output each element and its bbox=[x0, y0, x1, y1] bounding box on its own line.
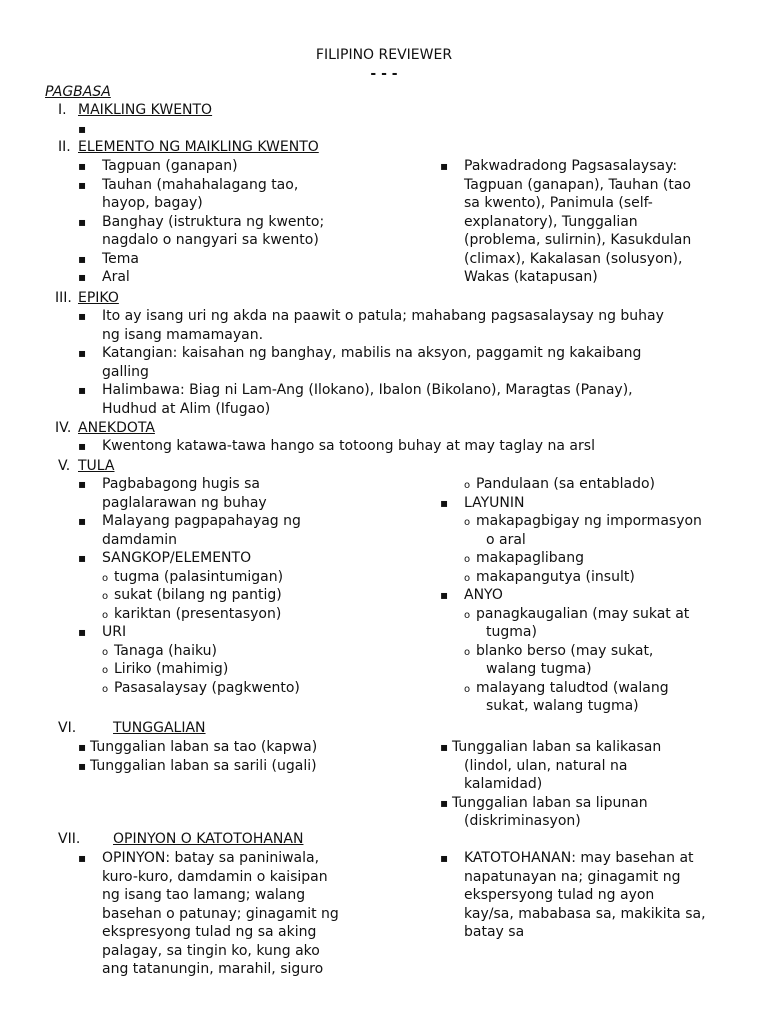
list-item: ▪ Kwentong katawa-tawa hango sa totoong buhay at may taglay na arsl bbox=[78, 437, 595, 456]
empty-bullet: ▪ bbox=[78, 122, 87, 136]
list-item: ▪ Tagpuan (ganapan) bbox=[78, 157, 324, 176]
heading-i bbox=[58, 101, 212, 120]
opinyon-list bbox=[78, 849, 339, 979]
heading-i-number: I. bbox=[58, 102, 67, 118]
sub-item-cont: o aral bbox=[486, 531, 526, 548]
list-item: ▪ Tema bbox=[78, 250, 324, 269]
heading-iv-label: ANEKDOTA bbox=[78, 420, 155, 436]
pakwadrado-list bbox=[440, 157, 691, 287]
sub-item-cont: tugma) bbox=[486, 624, 537, 640]
list-item-cont: kay/sa, mababasa sa, makikita sa, bbox=[464, 905, 706, 922]
list-item: ▪ OPINYON: batay sa paniniwala, bbox=[78, 849, 339, 868]
list-item-cont: sa kwento), Panimula (self- bbox=[464, 195, 653, 211]
sub-item: o tugma (palasintumigan) bbox=[102, 568, 301, 587]
list-item-cont: Tagpuan (ganapan), Tauhan (tao bbox=[464, 176, 692, 193]
sub-item-cont: sukat, walang tugma) bbox=[486, 698, 639, 714]
heading-iv bbox=[55, 419, 155, 438]
heading-v bbox=[58, 457, 115, 476]
list-item-cont: (diskriminasyon) bbox=[464, 813, 581, 829]
epiko-list bbox=[78, 307, 664, 418]
list-item-cont: nagdalo o nangyari sa kwento) bbox=[102, 232, 319, 248]
heading-ii-number: II. bbox=[58, 139, 71, 155]
sub-item: o Liriko (mahimig) bbox=[102, 660, 301, 679]
sub-item: o malayang taludtod (walang bbox=[464, 679, 702, 698]
heading-vii bbox=[58, 830, 303, 849]
heading-iii-number: III. bbox=[55, 290, 72, 306]
sub-item: o makapangutya (insult) bbox=[464, 568, 702, 587]
title-text: FILIPINO REVIEWER bbox=[315, 47, 453, 63]
tunggalian-left-list bbox=[78, 738, 317, 775]
sub-item: o makapaglibang bbox=[464, 549, 702, 568]
list-item-cont: ng isang tao lamang; walang bbox=[102, 887, 306, 903]
list-item-cont: kalamidad) bbox=[464, 776, 543, 792]
list-item: ▪ Ito ay isang uri ng akda na paawit o patula; mahabang pagsasalaysay ng buhay bbox=[78, 307, 664, 326]
tula-left-list bbox=[78, 475, 301, 697]
tula-right-list bbox=[440, 475, 702, 716]
list-item-cont: napatunayan na; ginagamit ng bbox=[464, 868, 681, 885]
heading-i-label: MAIKLING KWENTO bbox=[78, 102, 213, 118]
heading-v-label: TULA bbox=[78, 458, 115, 474]
anekdota-list bbox=[78, 437, 595, 456]
tunggalian-right-list bbox=[440, 738, 661, 831]
heading-vi-label: TUNGGALIAN bbox=[113, 720, 206, 736]
heading-vi bbox=[58, 719, 206, 738]
elemento-list bbox=[78, 157, 324, 287]
list-item-cont: hayop, bagay) bbox=[102, 195, 203, 211]
list-item: ▪ Tunggalian laban sa lipunan bbox=[440, 794, 661, 813]
list-item-cont: palagay, sa tingin ko, kung ako bbox=[102, 942, 320, 959]
list-item: ▪ ANYO bbox=[440, 586, 702, 605]
sub-item: o sukat (bilang ng pantig) bbox=[102, 586, 301, 605]
list-item: ▪ URI bbox=[78, 623, 301, 642]
section-pagbasa: PAGBASA bbox=[45, 84, 111, 100]
sub-item-cont: walang tugma) bbox=[486, 661, 592, 677]
list-item-cont: Wakas (katapusan) bbox=[464, 269, 598, 285]
katotohanan-list bbox=[440, 849, 706, 942]
list-item: ▪ Halimbawa: Biag ni Lam-Ang (Ilokano), Ibalon (Bikolano), Maragtas (Panay), bbox=[78, 381, 664, 400]
list-item: ▪ Tunggalian laban sa kalikasan bbox=[440, 738, 661, 757]
list-item-cont: (lindol, ulan, natural na bbox=[464, 757, 628, 774]
list-item-cont: ekspersyong tulad ng ayon bbox=[464, 887, 655, 903]
list-item: ▪ LAYUNIN bbox=[440, 494, 702, 513]
list-item-cont: damdamin bbox=[102, 531, 177, 548]
heading-iii bbox=[55, 289, 119, 308]
list-item-cont: explanatory), Tunggalian bbox=[464, 213, 638, 230]
heading-iv-number: IV. bbox=[55, 420, 72, 436]
sub-item: o makapagbigay ng impormasyon bbox=[464, 512, 702, 531]
list-item: ▪ KATOTOHANAN: may basehan at bbox=[440, 849, 706, 868]
sub-item: o panagkaugalian (may sukat at bbox=[464, 605, 702, 624]
page-title bbox=[0, 46, 768, 83]
list-item: ▪ Katangian: kaisahan ng banghay, mabilis na aksyon, paggamit ng kakaibang bbox=[78, 344, 664, 363]
sub-item: o blanko berso (may sukat, bbox=[464, 642, 702, 661]
list-item: ▪ Malayang pagpapahayag ng bbox=[78, 512, 301, 531]
sub-item: o Tanaga (haiku) bbox=[102, 642, 301, 661]
list-item: ▪ Tunggalian laban sa tao (kapwa) bbox=[78, 738, 317, 757]
sub-item: o Pasasalaysay (pagkwento) bbox=[102, 679, 301, 698]
list-item: ▪ SANGKOP/ELEMENTO bbox=[78, 549, 301, 568]
list-item-cont: (problema, sulirnin), Kasukdulan bbox=[464, 232, 692, 248]
heading-ii-label: ELEMENTO NG MAIKLING KWENTO bbox=[78, 139, 319, 155]
list-item-cont: ekspresyong tulad ng sa aking bbox=[102, 924, 317, 940]
list-item-cont: batay sa bbox=[464, 924, 525, 940]
heading-vii-label: OPINYON O KATOTOHANAN bbox=[113, 831, 304, 847]
heading-ii bbox=[58, 138, 319, 157]
list-item-cont: Hudhud at Alim (Ifugao) bbox=[102, 400, 271, 417]
list-item-cont: (climax), Kakalasan (solusyon), bbox=[464, 250, 683, 267]
list-item: ▪ Aral bbox=[78, 268, 324, 287]
list-item-cont: galling bbox=[102, 363, 149, 380]
list-item-cont: ng isang mamamayan. bbox=[102, 326, 264, 343]
list-item-cont: kuro-kuro, damdamin o kaisipan bbox=[102, 868, 328, 885]
list-item: ▪ Tauhan (mahahalagang tao, bbox=[78, 176, 324, 195]
list-item: ▪ Banghay (istruktura ng kwento; bbox=[78, 213, 324, 232]
list-item: ▪ Pakwadradong Pagsasalaysay: bbox=[440, 157, 691, 176]
list-item-cont: ang tatanungin, marahil, siguro bbox=[102, 961, 324, 977]
heading-iii-label: EPIKO bbox=[78, 290, 119, 306]
list-item: ▪ Pagbabagong hugis sa bbox=[78, 475, 301, 494]
title-dashes: - - - bbox=[370, 65, 398, 82]
list-item-cont: paglalarawan ng buhay bbox=[102, 494, 267, 511]
list-item-cont: basehan o patunay; ginagamit ng bbox=[102, 905, 339, 922]
heading-vii-number: VII. bbox=[58, 831, 81, 847]
sub-item: o kariktan (presentasyon) bbox=[102, 605, 301, 624]
sub-item: o Pandulaan (sa entablado) bbox=[464, 475, 702, 494]
list-item: ▪ Tunggalian laban sa sarili (ugali) bbox=[78, 757, 317, 776]
heading-v-number: V. bbox=[58, 458, 71, 474]
heading-vi-number: VI. bbox=[58, 720, 77, 736]
